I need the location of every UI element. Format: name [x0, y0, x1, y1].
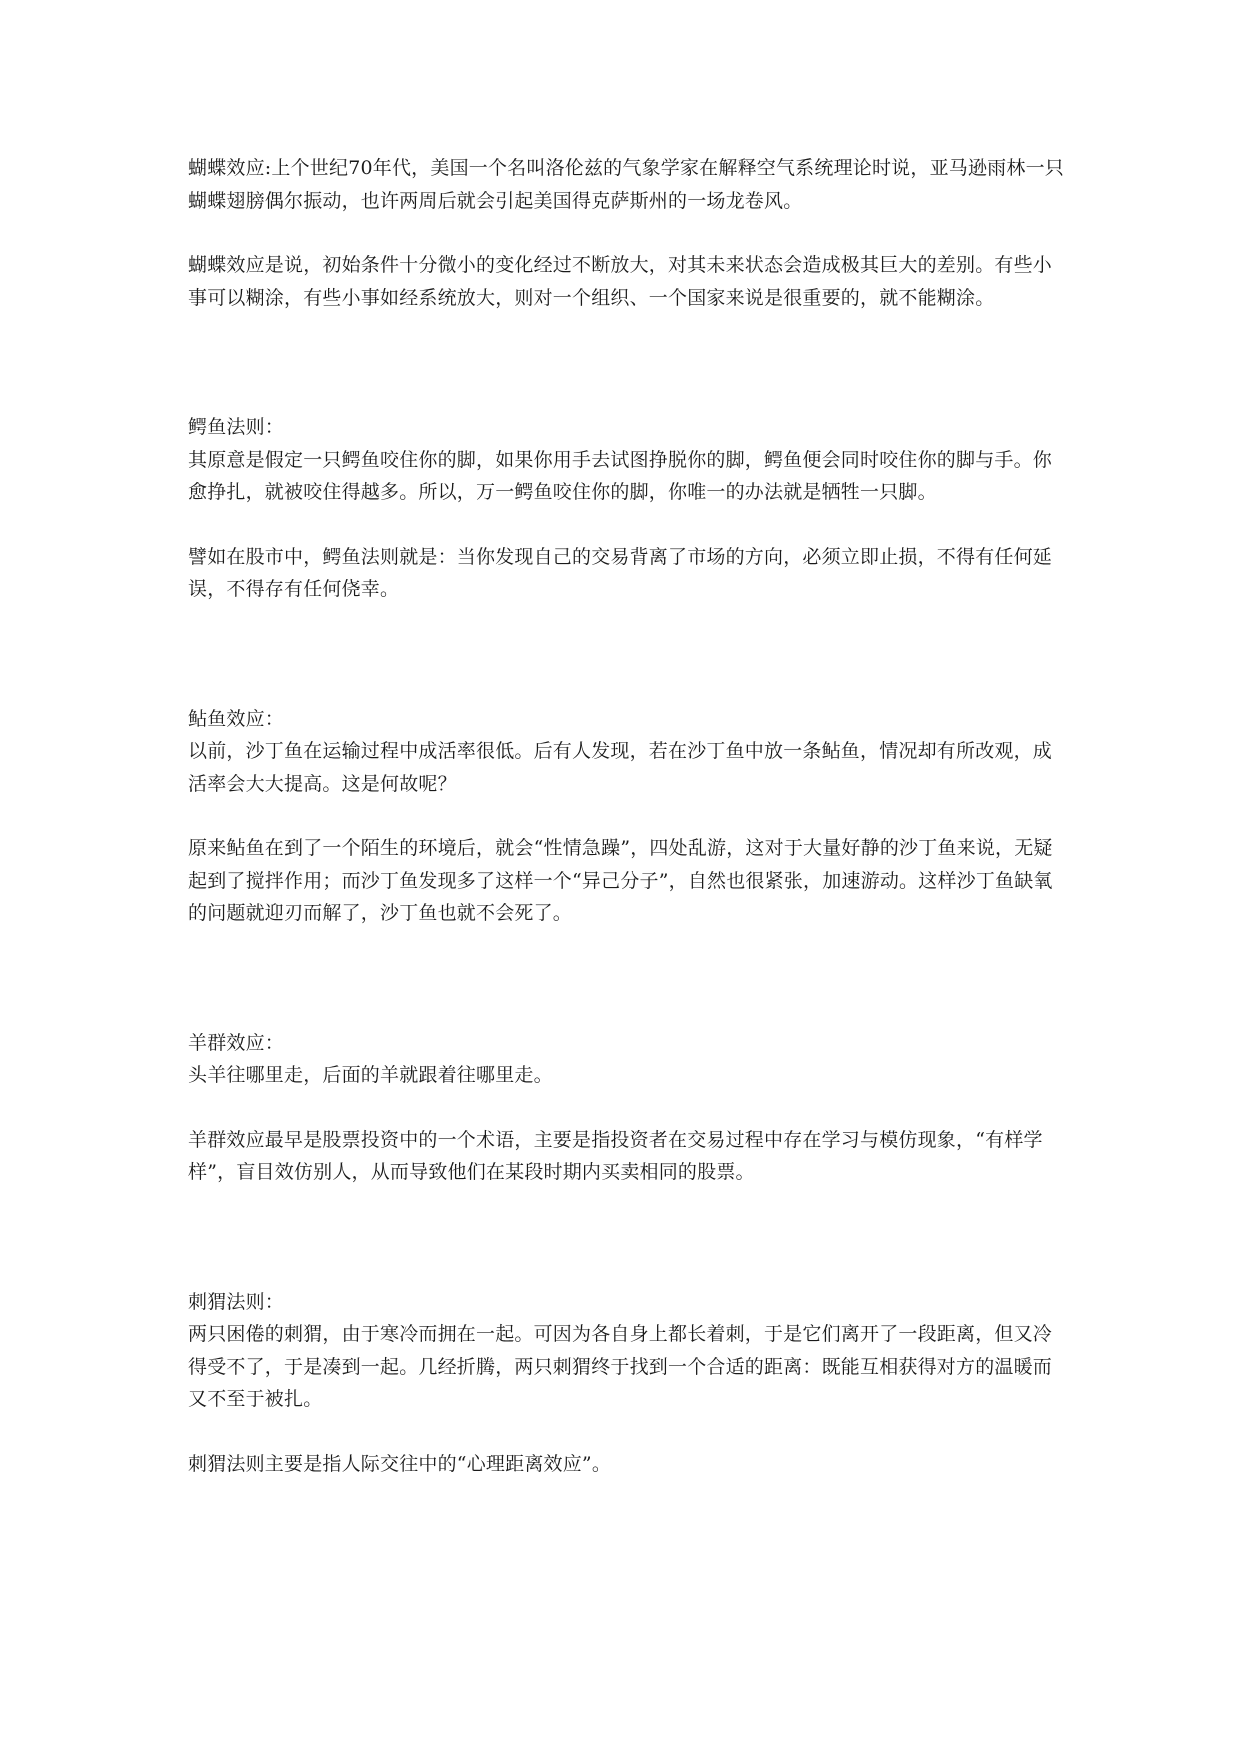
- paragraph: 蝴蝶效应:上个世纪70年代，美国一个名叫洛伦兹的气象学家在解释空气系统理论时说，亚马逊雨林一只蝴蝶翅膀偶尔振动，也许两周后就会引起美国得克萨斯州的一场龙卷风。: [188, 157, 1064, 212]
- section-heading: 鳄鱼法则：: [188, 416, 285, 438]
- section-catfish-effect: [188, 703, 1068, 930]
- section-heading: 羊群效应：: [188, 1031, 285, 1054]
- section-heading: 刺猬法则：: [188, 1290, 285, 1313]
- paragraph: 其原意是假定一只鳄鱼咬住你的脚，如果你用手去试图挣脱你的脚，鳄鱼便会同时咬住你的脚与手。你愈挣扎，就被咬住得越多。所以，万一鳄鱼咬住你的脚，你唯一的办法就是牺牲一只脚。: [188, 448, 1053, 503]
- section-butterfly-effect: [188, 152, 1068, 314]
- paragraph: 以前，沙丁鱼在运输过程中成活率很低。后有人发现，若在沙丁鱼中放一条鲇鱼，情况却有所改观，成活率会大大提高。这是何故呢？: [188, 740, 1053, 795]
- paragraph: 刺猬法则主要是指人际交往中的“心理距离效应”。: [188, 1452, 612, 1475]
- section-crocodile-rule: [188, 411, 1068, 606]
- paragraph: 羊群效应最早是股票投资中的一个术语，主要是指投资者在交易过程中存在学习与模仿现象，“有样学样”，盲目效仿别人，从而导致他们在某段时期内买卖相同的股票。: [188, 1128, 1043, 1183]
- document-body: [188, 152, 1068, 1480]
- paragraph: 原来鲇鱼在到了一个陌生的环境后，就会“性情急躁”，四处乱游，这对于大量好静的沙丁鱼来说，无疑起到了搅拌作用；而沙丁鱼发现多了这样一个“异己分子”，自然也很紧张，加速游动。这样沙丁鱼缺氧的问题就迎刃而解了，沙丁鱼也就不会死了。: [188, 837, 1053, 924]
- section-herd-effect: [188, 1027, 1068, 1189]
- paragraph: 譬如在股市中，鳄鱼法则就是：当你发现自己的交易背离了市场的方向，必须立即止损，不得有任何延误，不得存有任何侥幸。: [188, 545, 1053, 600]
- paragraph: 两只困倦的刺猬，由于寒冷而拥在一起。可因为各自身上都长着刺，于是它们离开了一段距离，但又冷得受不了，于是凑到一起。几经折腾，两只刺猬终于找到一个合适的距离：既能互相获得对方的温暖而又不至于被扎。: [188, 1323, 1053, 1410]
- paragraph: 蝴蝶效应是说，初始条件十分微小的变化经过不断放大，对其未来状态会造成极其巨大的差别。有些小事可以糊涂，有些小事如经系统放大，则对一个组织、一个国家来说是很重要的，就不能糊涂。: [188, 254, 1053, 309]
- paragraph: 头羊往哪里走，后面的羊就跟着往哪里走。: [188, 1064, 553, 1086]
- section-hedgehog-rule: [188, 1286, 1068, 1481]
- section-heading: 鲇鱼效应：: [188, 707, 285, 730]
